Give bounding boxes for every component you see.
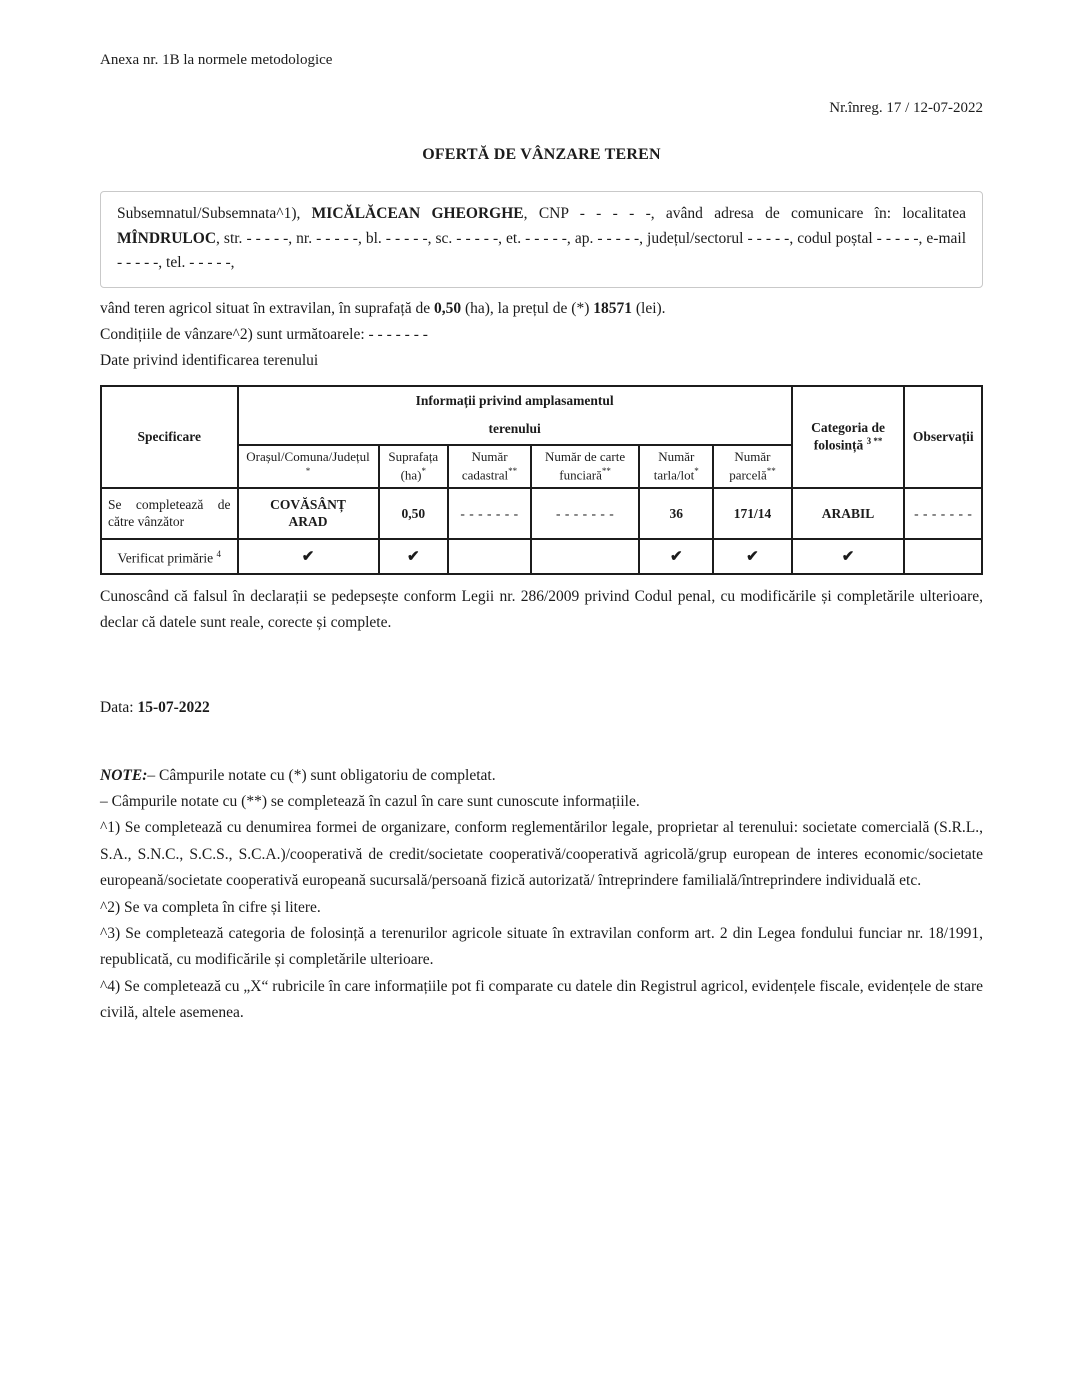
amplasament-line2: terenului — [488, 421, 541, 436]
cell-numar-cadastral: - - - - - - - — [448, 488, 531, 539]
col-header-carte-funciara: Număr de carte funciară** — [531, 445, 639, 488]
note-3: ^3) Se completează categoria de folosință a terenurilor agricole situate în extravilan conform art. 2 din Legea fondului funciar nr. 18/1991, republicată, cu modificările și completările ulterioare. — [100, 924, 983, 969]
check-tarla — [639, 539, 713, 574]
checkmark-icon: ✔ — [841, 548, 855, 565]
amplasament-line1: Informații privind amplasamentul — [415, 393, 614, 408]
date-line — [100, 695, 983, 721]
note-2: ^2) Se va completa în cifre și litere. — [100, 898, 321, 916]
col-header-tarla-lot: Număr tarla/lot* — [639, 445, 713, 488]
sale-text-3: (lei). — [631, 299, 666, 317]
col-header-amplasament — [238, 386, 792, 445]
check-cadastral — [448, 539, 531, 574]
parcela-superscript: ** — [766, 466, 776, 477]
categoria-line2: folosință $^{3 **}$ — [813, 435, 883, 453]
document-page — [100, 0, 983, 1027]
notes-section — [100, 763, 983, 1027]
registration-number: Nr.înreg. 17 / 12-07-2022 — [829, 100, 983, 116]
applicant-paragraph — [117, 202, 966, 276]
document-title: OFERTĂ DE VÂNZARE TEREN — [422, 146, 661, 163]
col-header-parcela: Număr parcelă** — [713, 445, 791, 488]
sale-statement — [100, 296, 983, 322]
sale-text-1: vând teren agricol situat în extravilan, în suprafață de — [100, 299, 434, 317]
sale-text-2: (ha), la prețul de (*) — [461, 299, 594, 317]
col-header-specificare: Specificare — [101, 386, 238, 488]
legal-declaration: Cunoscând că falsul în declarații se pedepsește conform Legii nr. 286/2009 privind Codul penal, cu modificările și completările ulterioare, declar că datele sunt reale, corecte și complete. — [100, 587, 983, 631]
col-header-categoria — [792, 386, 905, 488]
note-1: ^1) Se completează cu denumirea formei de organizare, conform reglementărilor legale, proprietar al terenului: societate comercială (S.R.L., S.A., S.N.C., S.C.S., S.C.A.)/cooperativă de credit/societate cooperativă/cooperativă agricolă/grup european de interes economic/societate europeană/societate cooperativă europeană sucursală/persoană fizică autorizată/ întreprindere familială/întreprindere individuală etc. — [100, 819, 983, 890]
col-header-observatii: Observații — [904, 386, 982, 488]
check-oras — [238, 539, 379, 574]
land-identification-table — [100, 385, 983, 575]
sale-conditions: Condițiile de vânzare^2) sunt următoarele: - - - - - - - — [100, 325, 428, 343]
verificat-superscript: 4 — [216, 548, 221, 559]
tarla-superscript: * — [694, 466, 699, 477]
checkmark-icon: ✔ — [301, 548, 315, 565]
intro-suffix: , str. - - - - -, nr. - - - - -, bl. - - - - -, sc. - - - - -, et. - - - - -, ap. - - - - -, județul/sectorul - - - - -, codul poștal - - - - -, e-mail - - - - -, tel. - - - - -, — [117, 229, 966, 271]
note-4: ^4) Se completează cu „X“ rubricile în care informațiile pot fi comparate cu datele din Registrul agricol, evidențele fiscale, evidențele de stare civilă, altele asemenea. — [100, 977, 983, 1022]
row-label-verificat: Verificat primărie $^4$ — [101, 539, 238, 574]
check-suprafata — [379, 539, 449, 574]
cell-oras-comuna-judet: COVĂSÂNȚ ARAD — [238, 488, 379, 539]
intro-prefix: Subsemnatul/Subsemnata^1), — [117, 205, 312, 222]
annex-label: Anexa nr. 1B la normele metodologice — [100, 52, 333, 68]
cell-tarla-lot: 36 — [639, 488, 713, 539]
sale-price-value: 18571 — [593, 299, 632, 317]
table-header-row-1 — [101, 386, 982, 445]
check-observatii — [904, 539, 982, 574]
sale-area-value: 0,50 — [433, 299, 462, 317]
cell-categoria-folosinta: ARABIL — [792, 488, 905, 539]
seller-data-row — [101, 488, 982, 539]
verification-row — [101, 539, 982, 574]
date-value: 15-07-2022 — [137, 698, 210, 716]
date-label: Data: — [100, 698, 138, 716]
col-header-oras-comuna-judet: Orașul/Comuna/Județul * — [238, 445, 379, 488]
check-parcela — [713, 539, 791, 574]
cadastral-superscript: ** — [508, 466, 518, 477]
cell-carte-funciara: - - - - - - - — [531, 488, 639, 539]
land-data-heading: Date privind identificarea terenului — [100, 351, 319, 369]
intro-middle: , CNP - - - - -, având adresa de comunicare în: localitatea — [523, 205, 967, 222]
checkmark-icon: ✔ — [407, 548, 420, 565]
checkmark-icon: ✔ — [746, 548, 759, 565]
row-label-vanzator: Se completează de către vânzător — [101, 488, 238, 539]
suprafata-superscript: * — [421, 466, 427, 477]
check-carte-funciara — [531, 539, 639, 574]
cell-observatii: - - - - - - - — [904, 488, 982, 539]
applicant-info-box — [100, 191, 983, 288]
cell-parcela: 171/14 — [713, 488, 791, 539]
note-title: NOTE: — [100, 766, 148, 784]
checkmark-icon: ✔ — [669, 548, 683, 565]
categoria-line1: Categoria de — [811, 419, 885, 435]
col-header-numar-cadastral: Număr cadastral** — [448, 445, 531, 488]
seller-name: MICĂLĂCEAN GHEORGHE — [311, 205, 524, 222]
categoria-superscript: 3 ** — [866, 435, 883, 446]
oras-superscript: * — [305, 466, 311, 477]
col-header-suprafata: Suprafața (ha)* — [379, 445, 449, 488]
cell-suprafata: 0,50 — [379, 488, 449, 539]
carte-funciara-superscript: ** — [601, 466, 611, 477]
note-obligatory: NOTE:– Câmpurile notate cu (*) sunt obligatoriu de completat. — [100, 766, 496, 784]
check-categoria — [792, 539, 905, 574]
note-optional: – Câmpurile notate cu (**) se completează în cazul în care sunt cunoscute informațiile. — [100, 792, 640, 810]
seller-locality: MÎNDRULOC — [117, 229, 217, 247]
